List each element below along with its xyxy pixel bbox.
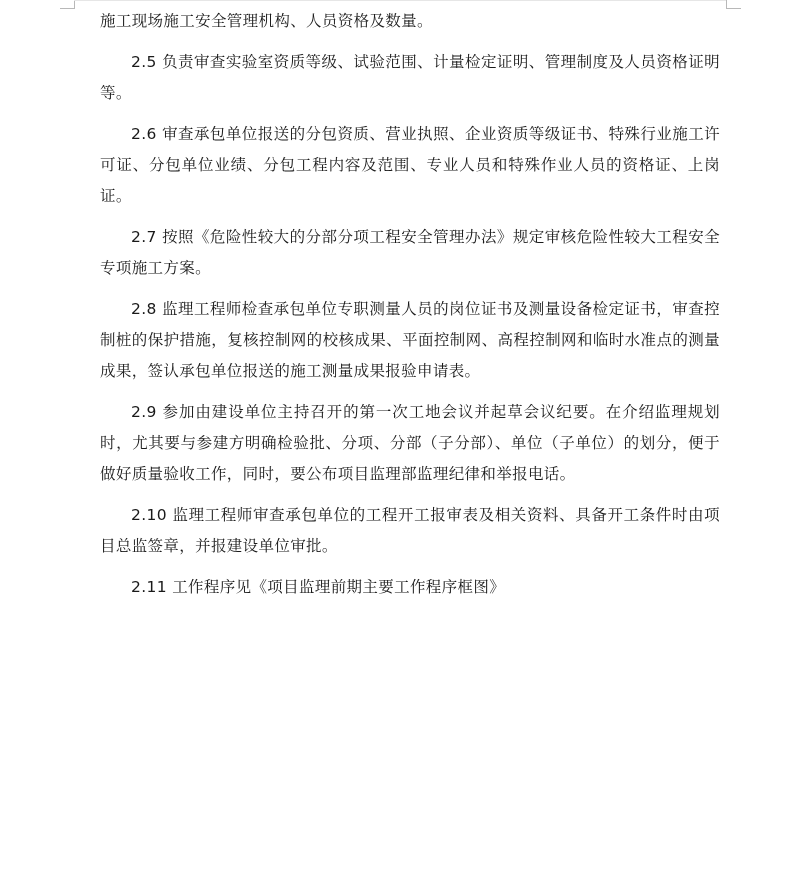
paragraph-continuation: 施工现场施工安全管理机构、人员资格及数量。 [100,12,433,30]
page-top-rule [74,0,726,1]
document-body [100,6,720,613]
paragraph-2-7: 2.7 按照《危险性较大的分部分项工程安全管理办法》规定审核危险性较大工程安全专项施工方案。 [100,228,720,277]
paragraph-2-8: 2.8 监理工程师检查承包单位专职测量人员的岗位证书及测量设备检定证书，审查控制桩的保护措施，复核控制网的校核成果、平面控制网、高程控制网和临时水准点的测量成果，签认承包单位报送的施工测量成果报验申请表。 [100,300,720,380]
margin-corner-mark-right [726,0,741,9]
paragraph-2-10: 2.10 监理工程师审查承包单位的工程开工报审表及相关资料、具备开工条件时由项目总监签章，并报建设单位审批。 [100,506,720,555]
paragraph-2-11: 2.11 工作程序见《项目监理前期主要工作程序框图》 [131,578,506,596]
paragraph-2-9: 2.9 参加由建设单位主持召开的第一次工地会议并起草会议纪要。在介绍监理规划时，尤其要与参建方明确检验批、分项、分部（子分部）、单位（子单位）的划分，便于做好质量验收工作，同时，要公布项目监理部监理纪律和举报电话。 [100,403,720,483]
margin-corner-mark-left [60,0,75,9]
paragraph-2-6: 2.6 审查承包单位报送的分包资质、营业执照、企业资质等级证书、特殊行业施工许可证、分包单位业绩、分包工程内容及范围、专业人员和特殊作业人员的资格证、上岗证。 [100,125,720,205]
paragraph-2-5: 2.5 负责审查实验室资质等级、试验范围、计量检定证明、管理制度及人员资格证明等。 [100,53,720,102]
